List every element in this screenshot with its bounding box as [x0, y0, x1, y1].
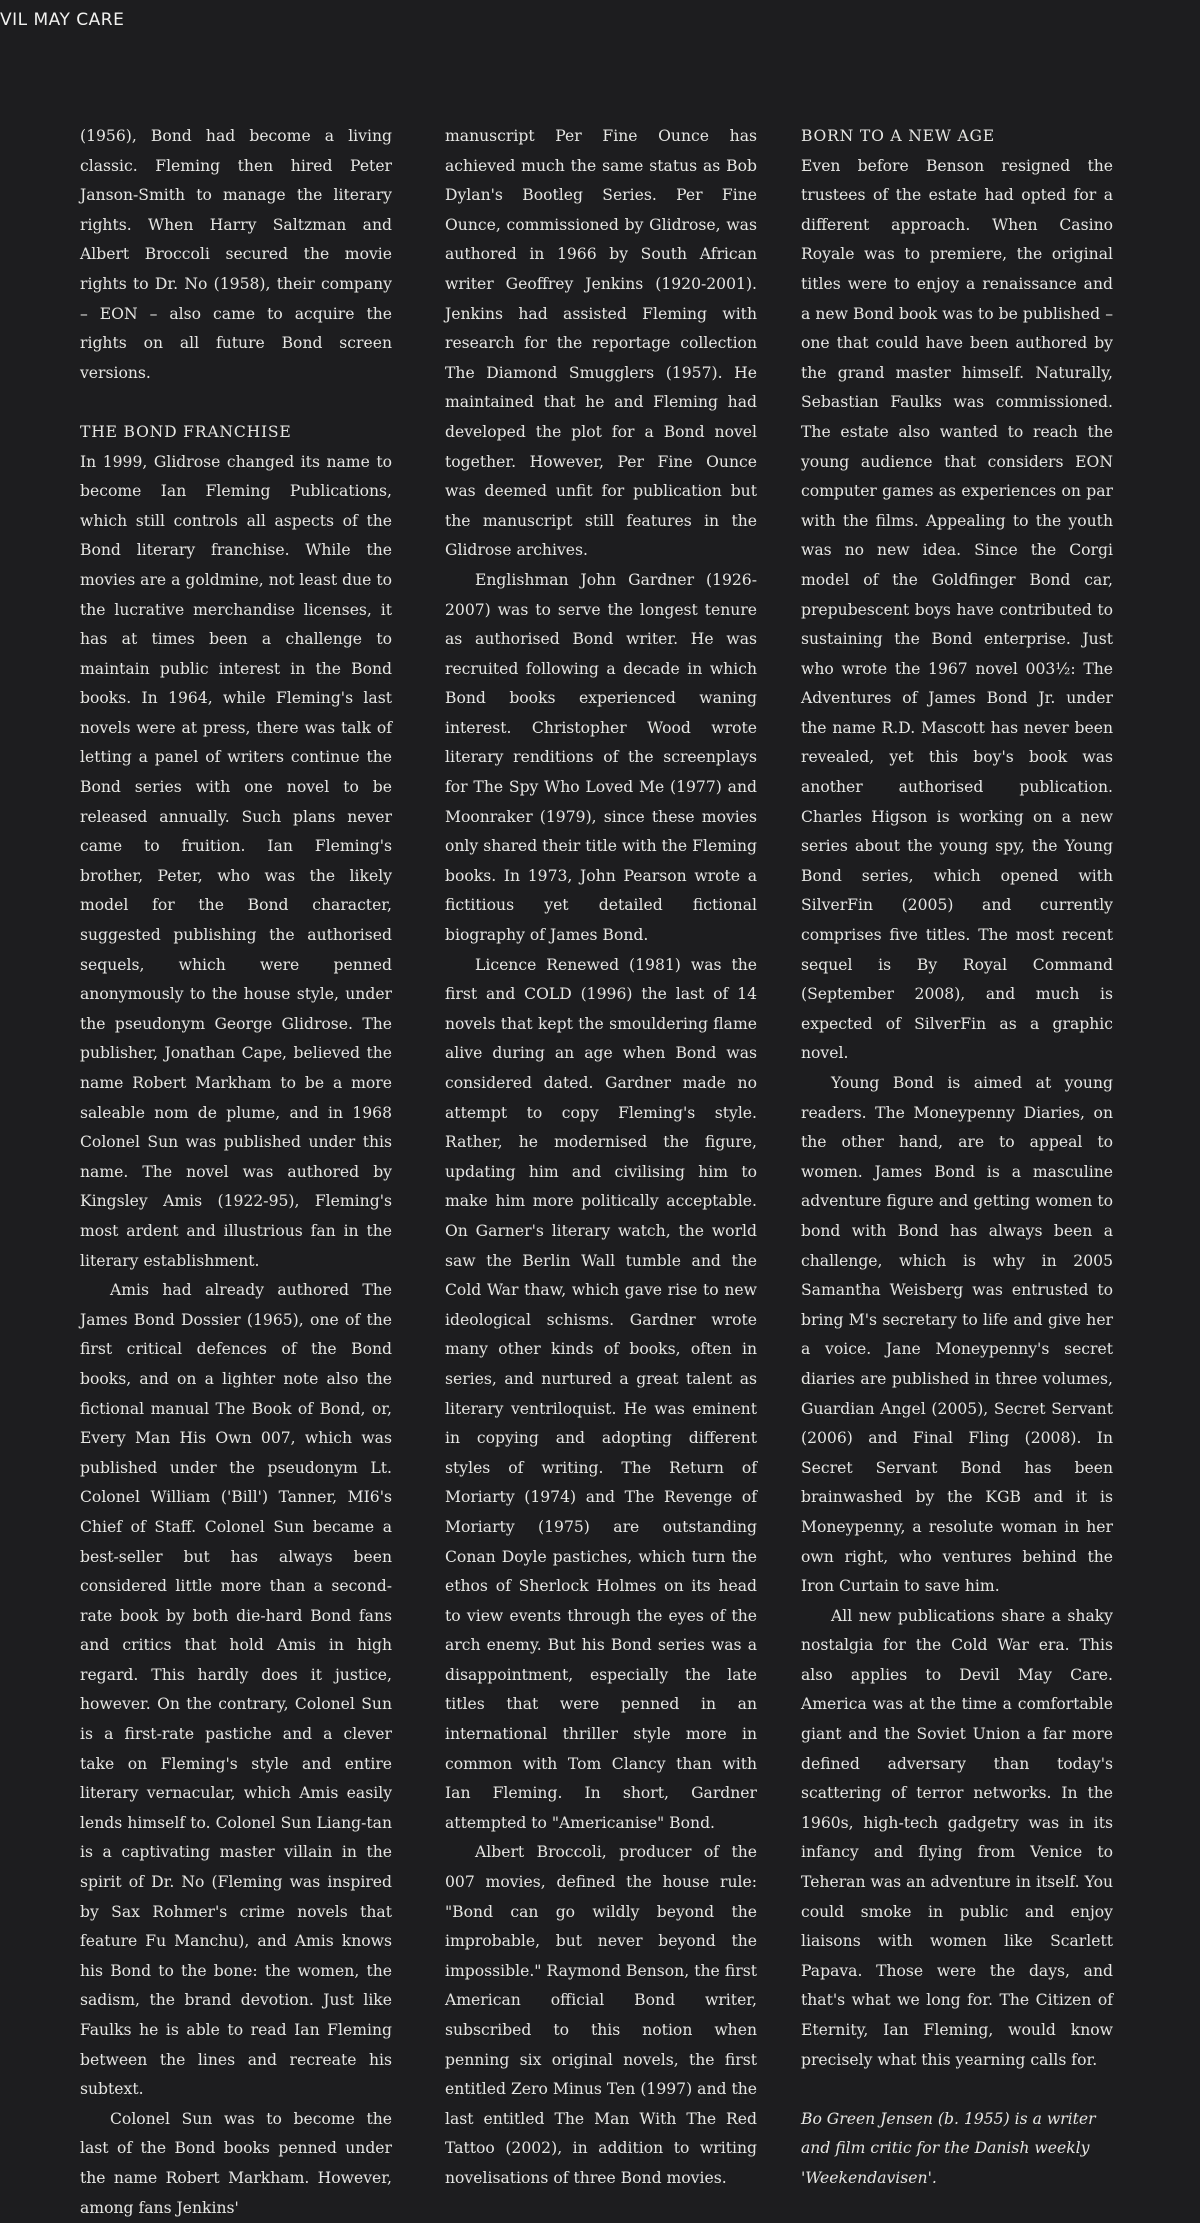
column-2 [445, 122, 757, 2194]
paragraph: Amis had already authored The James Bond Dossier (1965), one of the first critical defences of the Bond books, and on a lighter note also the fictional manual The Book of Bond, or, Every Man His Own 007, which was published under the pseudonym Lt. Colonel William ('Bill') Tanner, MI6's Chief of Staff. Colonel Sun became a best-seller but has always been considered little more than a second-rate book by both die-hard Bond fans and critics that hold Amis in high regard. This hardly does it justice, however. On the contrary, Colonel Sun is a first-rate pastiche and a clever take on Fleming's style and entire literary vernacular, which Amis easily lends himself to. Colonel Sun Liang-tan is a captivating master villain in the spirit of Dr. No (Fleming was inspired by Sax Rohmer's crime novels that feature Fu Manchu), and Amis knows his Bond to the bone: the women, the sadism, the brand devotion. Just like Faulks he is able to read Ian Fleming between the lines and recreate his subtext. [80, 1281, 392, 2099]
paragraph: (1956), Bond had become a living classic. Fleming then hired Peter Janson-Smith to manage the literary rights. When Harry Saltzman and Albert Broccoli secured the movie rights to Dr. No (1958), their company – EON – also came to acquire the rights on all future Bond screen versions. [80, 127, 392, 382]
paragraph: manuscript Per Fine Ounce has achieved much the same status as Bob Dylan's Bootleg Series. Per Fine Ounce, commissioned by Glidrose, was authored in 1966 by South African writer Geoffrey Jenkins (1920-2001). Jenkins had assisted Fleming with research for the reportage collection The Diamond Smugglers (1957). He maintained that he and Fleming had developed the plot for a Bond novel together. However, Per Fine Ounce was deemed unfit for publication but the manuscript still features in the Glidrose archives. [445, 127, 757, 560]
running-head: VIL MAY CARE [0, 10, 125, 30]
column-3 [801, 122, 1113, 2194]
paragraph: In 1999, Glidrose changed its name to become Ian Fleming Publications, which still controls all aspects of the Bond literary franchise. While the movies are a goldmine, not least due to the lucrative merchandise licenses, it has at times been a challenge to maintain public interest in the Bond books. In 1964, while Fleming's last novels were at press, there was talk of letting a panel of writers continue the Bond series with one novel to be released annually. Such plans never came to fruition. Ian Fleming's brother, Peter, who was the likely model for the Bond character, suggested publishing the authorised sequels, which were penned anonymously to the house style, under the pseudonym George Glidrose. The publisher, Jonathan Cape, believed the name Robert Markham to be a more saleable nom de plume, and in 1968 Colonel Sun was published under this name. The novel was authored by Kingsley Amis (1922-95), Fleming's most ardent and illustrious fan in the literary establishment. [80, 452, 392, 1270]
paragraph: Young Bond is aimed at young readers. The Moneypenny Diaries, on the other hand, are to appeal to women. James Bond is a masculine adventure figure and getting women to bond with Bond has always been a challenge, which is why in 2005 Samantha Weisberg was entrusted to bring M's secretary to life and give her a voice. Jane Moneypenny's secret diaries are published in three volumes, Guardian Angel (2005), Secret Servant (2006) and Final Fling (2008). In Secret Servant Bond has been brainwashed by the KGB and it is Moneypenny, a resolute woman in her own right, who ventures behind the Iron Curtain to save him. [801, 1074, 1113, 1596]
paragraph: All new publications share a shaky nostalgia for the Cold War era. This also applies to Devil May Care. America was at the time a comfortable giant and the Soviet Union a far more defined adversary than today's scattering of terror networks. In the 1960s, high-tech gadgetry was in its infancy and flying from Venice to Teheran was an adventure in itself. You could smoke in public and enjoy liaisons with women like Scarlett Papava. Those were the days, and that's what we long for. The Citizen of Eternity, Ian Fleming, would know precisely what this yearning calls for. [801, 1606, 1113, 2069]
paragraph: Licence Renewed (1981) was the first and COLD (1996) the last of 14 novels that kept the smouldering flame alive during an age when Bond was considered dated. Gardner made no attempt to copy Fleming's style. Rather, he modernised the figure, updating him and civilising him to make him more politically acceptable. On Garner's literary watch, the world saw the Berlin Wall tumble and the Cold War thaw, which gave rise to new ideological schisms. Gardner wrote many other kinds of books, often in series, and nurtured a great talent as literary ventriloquist. He was eminent in copying and adopting different styles of writing. The Return of Moriarty (1974) and The Revenge of Moriarty (1975) are outstanding Conan Doyle pastiches, which turn the ethos of Sherlock Holmes on its head to view events through the eyes of the arch enemy. But his Bond series was a disappointment, especially the late titles that were penned in an international thriller style more in common with Tom Clancy than with Ian Fleming. In short, Gardner attempted to "Americanise" Bond. [445, 955, 757, 1832]
paragraph: Even before Benson resigned the trustees of the estate had opted for a different approach. When Casino Royale was to premiere, the original titles were to enjoy a renaissance and a new Bond book was to be published – one that could have been authored by the grand master himself. Naturally, Sebastian Faulks was commissioned. The estate also wanted to reach the young audience that considers EON computer games as experiences on par with the films. Appealing to the youth was no new idea. Since the Corgi model of the Goldfinger Bond car, prepubescent boys have contributed to sustaining the Bond enterprise. Just who wrote the 1967 novel 003½: The Adventures of James Bond Jr. under the name R.D. Mascott has never been revealed, yet this boy's book was another authorised publication. Charles Higson is working on a new series about the young spy, the Young Bond series, which opened with SilverFin (2005) and currently comprises five titles. The most recent sequel is By Royal Command (September 2008), and much is expected of SilverFin as a graphic novel. [801, 156, 1113, 1063]
paragraph: Englishman John Gardner (1926-2007) was to serve the longest tenure as authorised Bond writer. He was recruited following a decade in which Bond books experienced waning interest. Christopher Wood wrote literary renditions of the screenplays for The Spy Who Loved Me (1977) and Moonraker (1979), since these movies only shared their title with the Fleming books. In 1973, John Pearson wrote a fictitious yet detailed fictional biography of James Bond. [445, 570, 757, 945]
section-heading: BORN TO A NEW AGE [801, 127, 995, 145]
paragraph: Albert Broccoli, producer of the 007 movies, defined the house rule: "Bond can go wildly beyond the improbable, but never beyond the impossible." Raymond Benson, the first American official Bond writer, subscribed to this notion when penning six original novels, the first entitled Zero Minus Ten (1997) and the last entitled The Man With The Red Tattoo (2002), in addition to writing novelisations of three Bond movies. [445, 1843, 757, 2187]
column-1 [80, 122, 392, 2223]
author-bio: Bo Green Jensen (b. 1955) is a writer and film critic for the Danish weekly 'Weekendavisen'. [801, 2109, 1096, 2187]
section-heading: THE BOND FRANCHISE [80, 422, 292, 441]
paragraph: Colonel Sun was to become the last of the Bond books penned under the name Robert Markham. However, among fans Jenkins' [80, 2109, 392, 2217]
